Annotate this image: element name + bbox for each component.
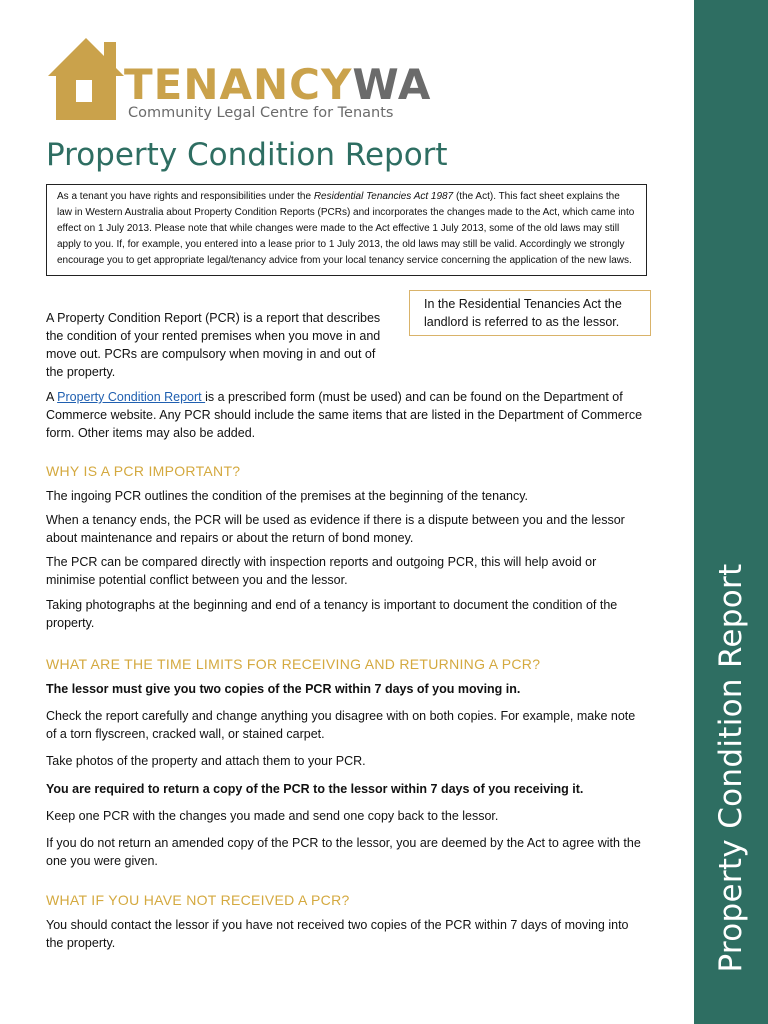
heading-time-limits: WHAT ARE THE TIME LIMITS FOR RECEIVING AND RETURNING A PCR? [46,656,541,672]
limits-paragraph-4: You are required to return a copy of the PCR to the lessor within 7 days of you receiving it. [46,782,584,796]
logo-wordmark-tenancy: TENANCY [124,60,353,109]
pcr-form-prefix: A [46,390,58,404]
heading-why-important: WHY IS A PCR IMPORTANT? [46,463,241,479]
sidebar-title: Property Condition Report [713,563,749,973]
page-title: Property Condition Report [46,137,448,173]
limits-paragraph-6: If you do not return an amended copy of the PCR to the lessor, you are deemed by the Act to agree with the one you were given. [46,836,641,868]
why-paragraph-2: When a tenancy ends, the PCR will be used as evidence if there is a dispute between you and the lessor about maintenance and repairs or about the return of bond money. [46,513,625,545]
heading-not-received: WHAT IF YOU HAVE NOT RECEIVED A PCR? [46,892,350,908]
why-paragraph-4: Taking photographs at the beginning and end of a tenancy is important to document the condition of the property. [46,598,618,630]
limits-paragraph-3: Take photos of the property and attach them to your PCR. [46,754,366,768]
intro-act-name: Residential Tenancies Act 1987 [313,191,454,202]
limits-paragraph-5: Keep one PCR with the changes you made and send one copy back to the lessor. [46,809,499,823]
pcr-form-link[interactable]: Property Condition Report [57,390,206,404]
why-paragraph-1: The ingoing PCR outlines the condition of the premises at the beginning of the tenancy. [46,489,529,503]
pcr-form-paragraph [46,388,646,442]
limits-paragraph-2: Check the report carefully and change anything you disagree with on both copies. For example, make note of a torn flyscreen, cracked wall, or stained carpet. [46,709,636,741]
house-icon [46,34,126,124]
pcr-definition-paragraph: A Property Condition Report (PCR) is a report that describes the condition of your rented premises when you move in and move out. PCRs are compulsory when moving in and out of the property. [46,311,381,379]
intro-text-start: As a tenant you have rights and responsibilities under the [57,191,314,202]
intro-text-end: (the Act). This fact sheet explains the law in Western Australia about Property Condition Reports (PCRs) and incorporates the changes made to the Act, which came into effect on 1 July 2013. Please note that while changes were made to the Act effective 1 July 2013, some of the old laws may still apply to you. If, for example, you entered into a lease prior to 1 July 2013, the old laws may still be valid. Accordingly we strongly encourage you to get appropriate legal/tenancy advice from your local tenancy service concerning the application of the new laws. [57,191,635,266]
limits-paragraph-1: The lessor must give you two copies of the PCR within 7 days of you moving in. [46,682,521,696]
intro-box [46,184,647,276]
logo-tagline: Community Legal Centre for Tenants [128,105,394,121]
logo-wordmark-wa: WA [352,60,432,109]
pcr-form-suffix: is a prescribed form (must be used) and can be found on the Department of Commerce website. Any PCR should include the same items that are listed in the Department of Commerce form. Other items may also be added. [46,390,643,440]
not-received-paragraph-1: You should contact the lessor if you have not received two copies of the PCR within 7 days of moving into the property. [46,918,629,950]
lessor-callout: In the Residential Tenancies Act the landlord is referred to as the lessor. [409,290,651,336]
why-paragraph-3: The PCR can be compared directly with inspection reports and outgoing PCR, this will help avoid or minimise potential conflict between you and the lessor. [46,555,597,587]
logo-wordmark [124,60,432,109]
tenancywa-logo [46,34,432,124]
